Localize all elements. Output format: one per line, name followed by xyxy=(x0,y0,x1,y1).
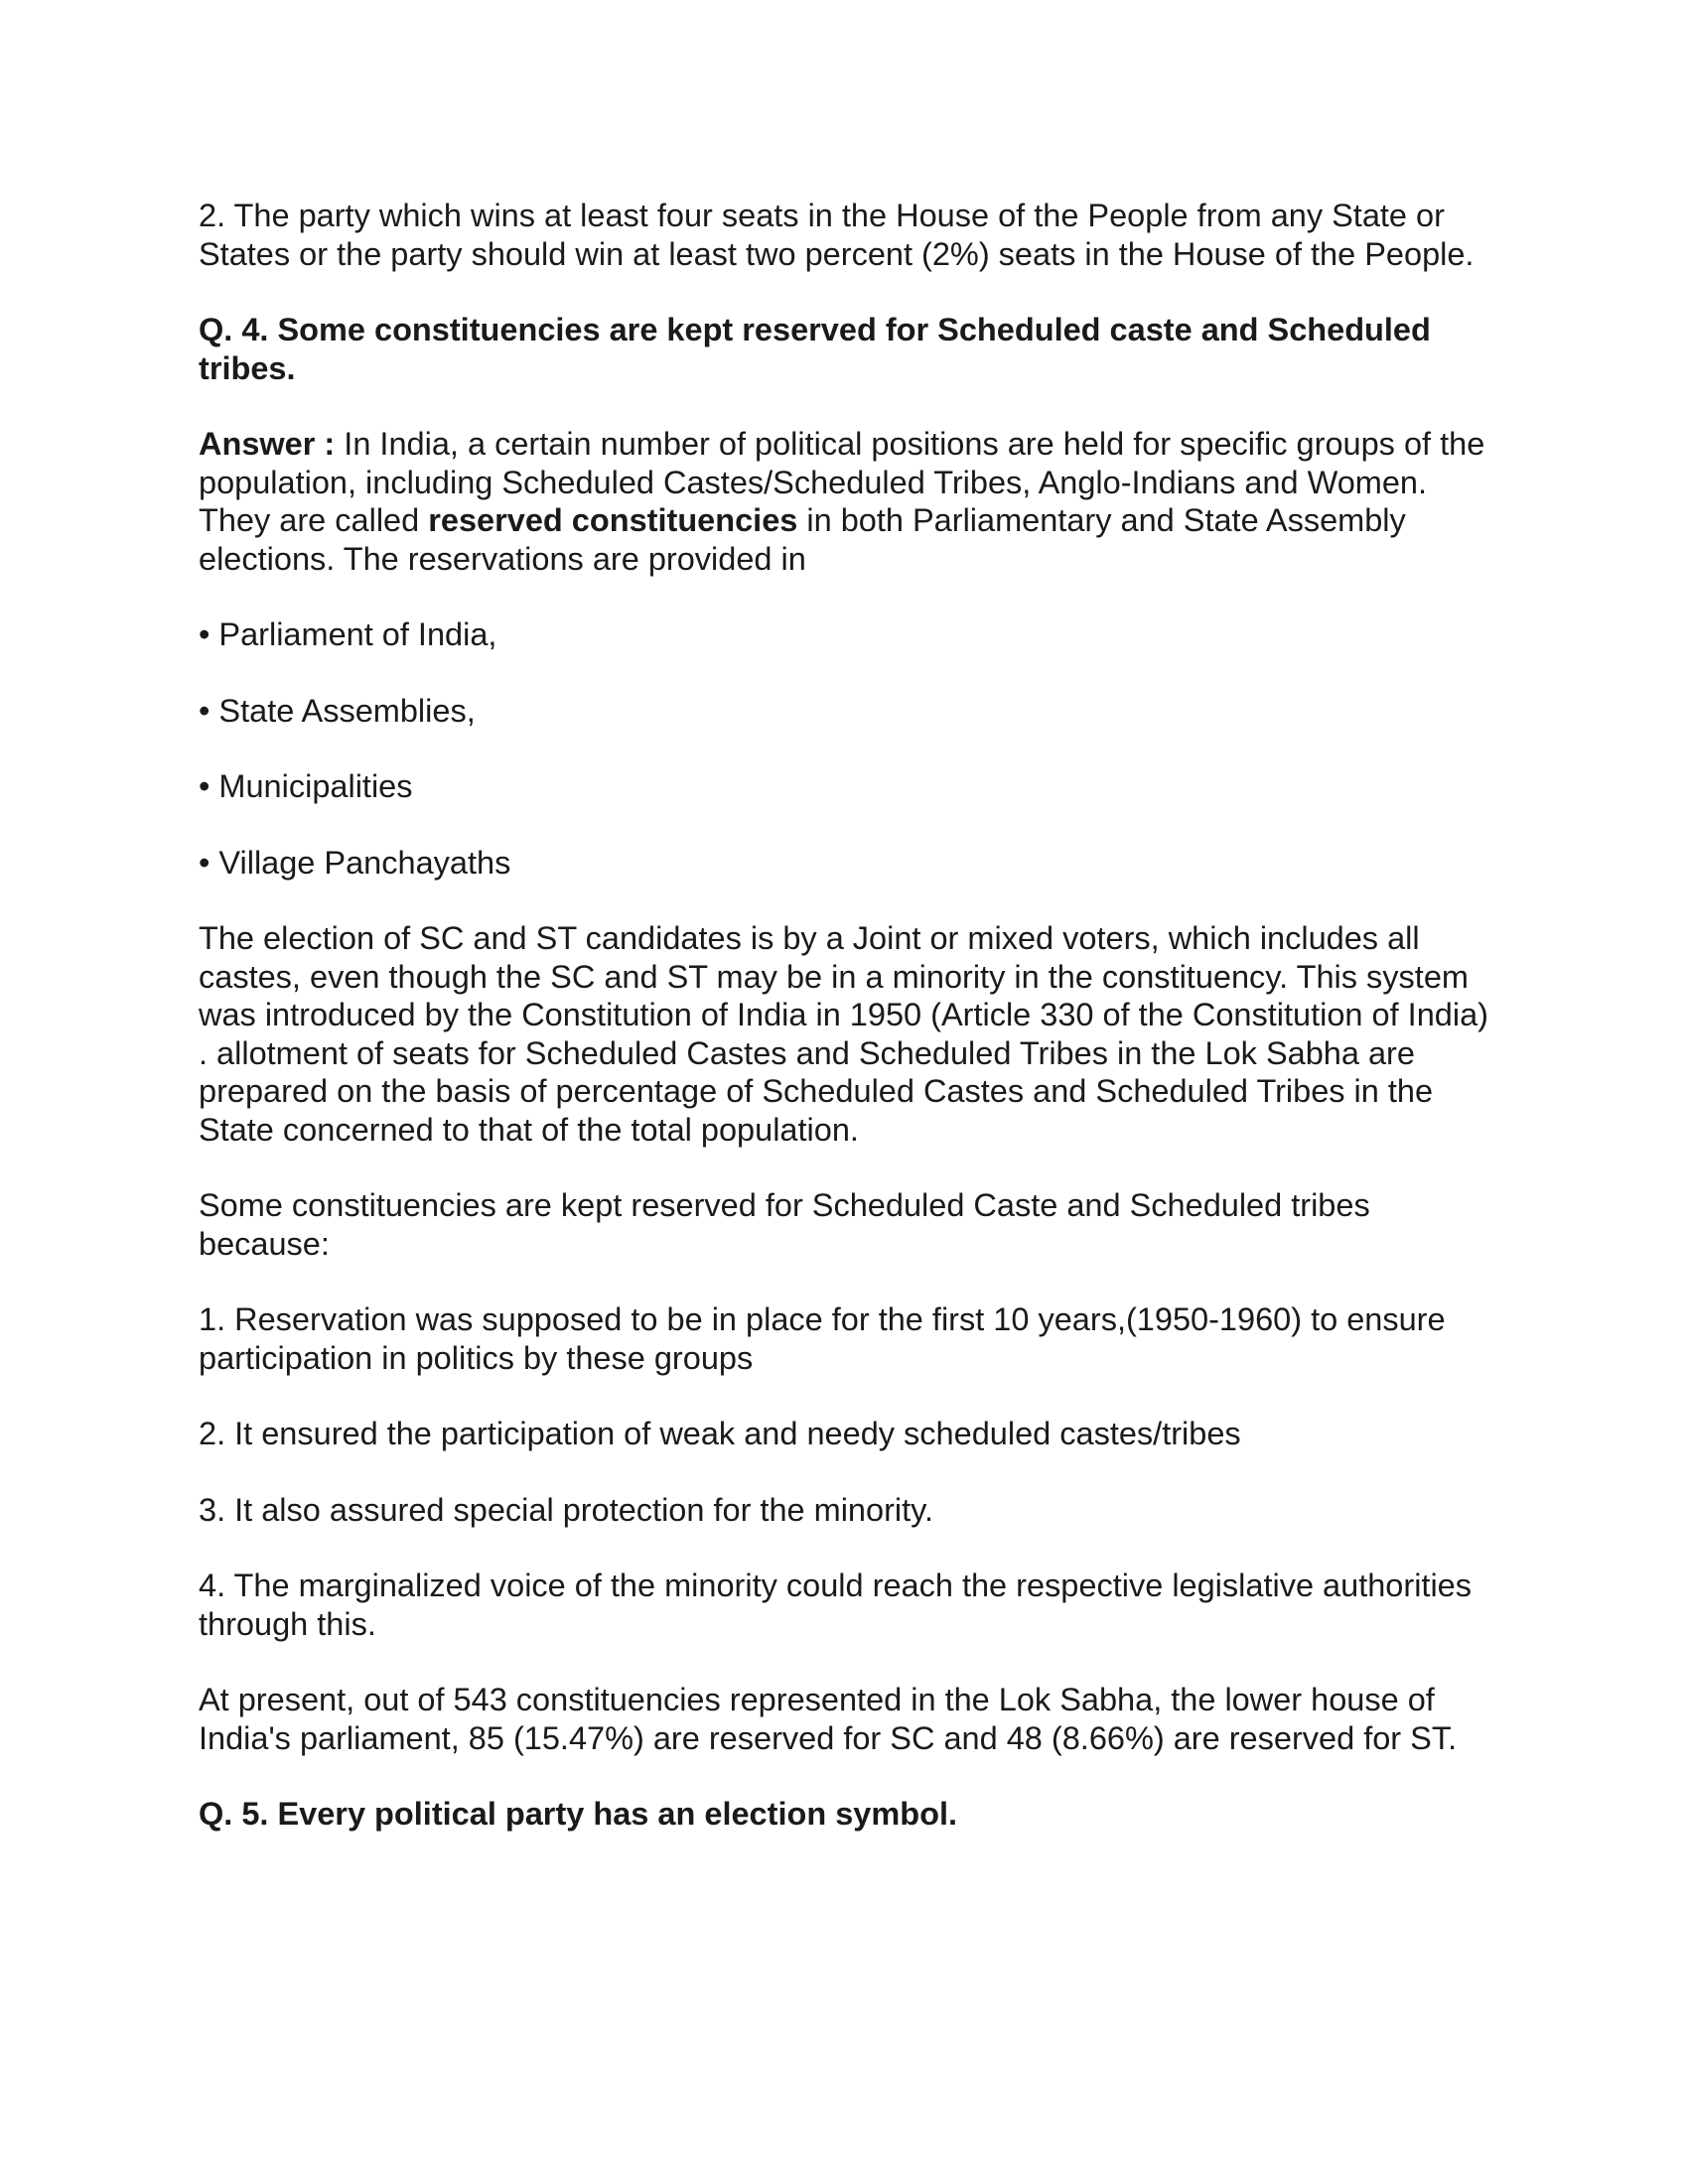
answer-text-part2: in both Parliamentary and State Assembly elections. The reservations are provided in xyxy=(199,502,1406,577)
election-paragraph: The election of SC and ST candidates is by a Joint or mixed voters, which includes all castes, even though the SC and ST may be in a minority in the constituency. This system was introduced by the Constitution of India in 1950 (Article 330 of the Constitution of India) . allotment of seats for Scheduled Castes and Scheduled Tribes in the Lok Sabha are prepared on the basis of percentage of Scheduled Castes and Scheduled Tribes in the State concerned to that of the total population. xyxy=(199,920,1488,1148)
reason-item: 3. It also assured special protection for the minority. xyxy=(199,1491,934,1528)
reason-item: 1. Reservation was supposed to be in place for the first 10 years,(1950-1960) to ensure participation in politics by these groups xyxy=(199,1301,1446,1376)
because-intro-paragraph: Some constituencies are kept reserved for Scheduled Caste and Scheduled tribes because: xyxy=(199,1187,1370,1262)
reserved-constituencies-term: reserved constituencies xyxy=(428,502,798,538)
reason-item: 2. It ensured the participation of weak and needy scheduled castes/tribes xyxy=(199,1416,1241,1451)
answer-paragraph xyxy=(199,425,1494,578)
question-4-heading: Q. 4. Some constituencies are kept reserved for Scheduled caste and Scheduled tribes. xyxy=(199,312,1431,386)
answer-text-part1: In India, a certain number of political positions are held for specific groups of the population, including Scheduled Castes/Scheduled Tribes, Anglo-Indians and Women. They are called xyxy=(199,426,1485,538)
bullet-item: • State Assemblies, xyxy=(199,692,476,729)
intro-list-item: 2. The party which wins at least four seats in the House of the People from any State or States or the party should win at least two percent (2%) seats in the House of the People. xyxy=(199,198,1475,272)
bullet-item: • Municipalities xyxy=(199,768,413,804)
reason-item: 4. The marginalized voice of the minority could reach the respective legislative authorities through this. xyxy=(199,1568,1473,1642)
present-status-paragraph: At present, out of 543 constituencies represented in the Lok Sabha, the lower house of India's parliament, 85 (15.47%) are reserved for SC and 48 (8.66%) are reserved for ST. xyxy=(199,1682,1458,1756)
question-5-heading: Q. 5. Every political party has an election symbol. xyxy=(199,1796,958,1832)
answer-label: Answer : xyxy=(199,426,336,462)
bullet-item: • Village Panchayaths xyxy=(199,844,511,881)
bullet-item: • Parliament of India, xyxy=(199,616,497,652)
document-page xyxy=(199,197,1494,1871)
